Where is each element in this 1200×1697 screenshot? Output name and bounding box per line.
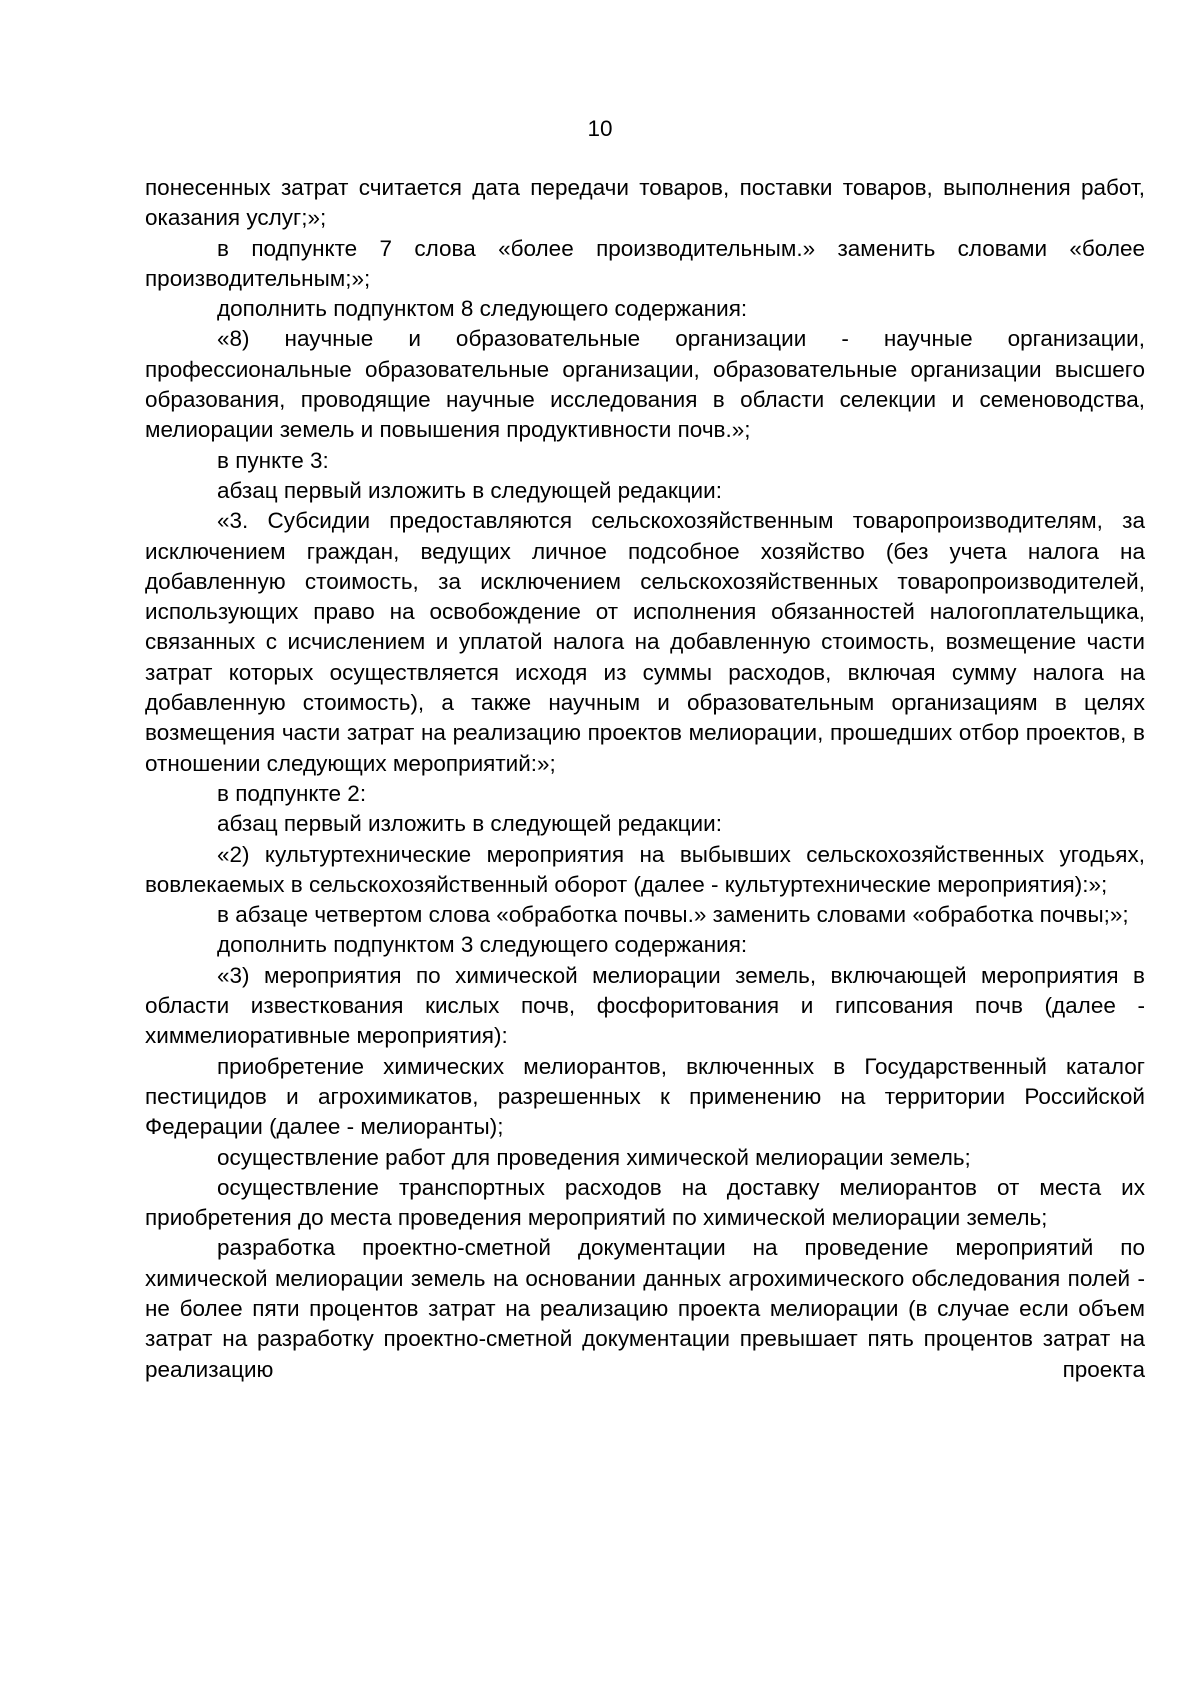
paragraph-first-abzac-edit: абзац первый изложить в следующей редакции: [217, 477, 722, 503]
paragraph-add-subpoint-8: дополнить подпунктом 8 следующего содержания: [217, 296, 748, 322]
paragraph-meliorants-purchase: приобретение химических мелиорантов, включенных в Государственный каталог пестицидов и агрохимикатов, разрешенных к применению на территории Российской Федерации (далее - мелиоранты); [145, 1053, 1145, 1140]
paragraph-point-3: в пункте 3: [217, 447, 329, 473]
paragraph-add-subpoint-3: дополнить подпунктом 3 следующего содержания: [217, 932, 748, 958]
paragraph-subpoint-8-text: «8) научные и образовательные организации - научные организации, профессиональные образовательные организации, образовательные организации высшего образования, проводящие научные исследования в области селекции и семеноводства, мелиорации земель и повышения продуктивности почв.»; [145, 326, 1145, 443]
paragraph-continuation: понесенных затрат считается дата передачи товаров, поставки товаров, выполнения работ, оказания услуг;»; [145, 175, 1145, 231]
paragraph-subpoint-2: в подпункте 2: [217, 780, 367, 806]
paragraph-first-abzac-edit-2: абзац первый изложить в следующей редакции: [217, 811, 722, 837]
document-body [145, 173, 1145, 1385]
paragraph-fourth-abzac-edit: в абзаце четвертом слова «обработка почвы.» заменить словами «обработка почвы;»; [217, 902, 1129, 928]
paragraph-subpoint-3-text: «3) мероприятия по химической мелиорации земель, включающей мероприятия в области известкования кислых почв, фосфоритования и гипсования почв (далее - химмелиоративные мероприятия): [145, 962, 1145, 1049]
paragraph-design-documentation: разработка проектно-сметной документации на проведение мероприятий по химической мелиорации земель на основании данных агрохимического обследования полей - не более пяти процентов затрат на реализацию проекта мелиорации (в случае если объем затрат на разработку проектно-сметной документации превышает пять процентов затрат на реализацию проекта [145, 1235, 1145, 1382]
paragraph-works: осуществление работ для проведения химической мелиорации земель; [217, 1144, 971, 1170]
page-number: 10 [587, 116, 613, 141]
paragraph-transport-costs: осуществление транспортных расходов на доставку мелиорантов от места их приобретения до места проведения мероприятий по химической мелиорации земель; [145, 1174, 1145, 1231]
paragraph-subpoint-2-text: «2) культуртехнические мероприятия на выбывших сельскохозяйственных угодьях, вовлекаемых в сельскохозяйственный оборот (далее - культуртехнические мероприятия):»; [145, 841, 1145, 897]
paragraph-point-3-text: «3. Субсидии предоставляются сельскохозяйственным товаропроизводителям, за исключением граждан, ведущих личное подсобное хозяйство (без учета налога на добавленную стоимость, за исключением сельскохозяйственных товаропроизводителей, использующих право на освобождение от исполнения обязанностей налогоплательщика, связанных с исчислением и уплатой налога на добавленную стоимость, возмещение части затрат которых осуществляется исходя из суммы расходов, включая сумму налога на добавленную стоимость), а также научным и образовательным организациям в целях возмещения части затрат на реализацию проектов мелиорации, прошедших отбор проектов, в отношении следующих мероприятий:»; [145, 508, 1145, 776]
paragraph-amendment-subpoint-7: в подпункте 7 слова «более производительным.» заменить словами «более производительным;»; [145, 235, 1145, 291]
